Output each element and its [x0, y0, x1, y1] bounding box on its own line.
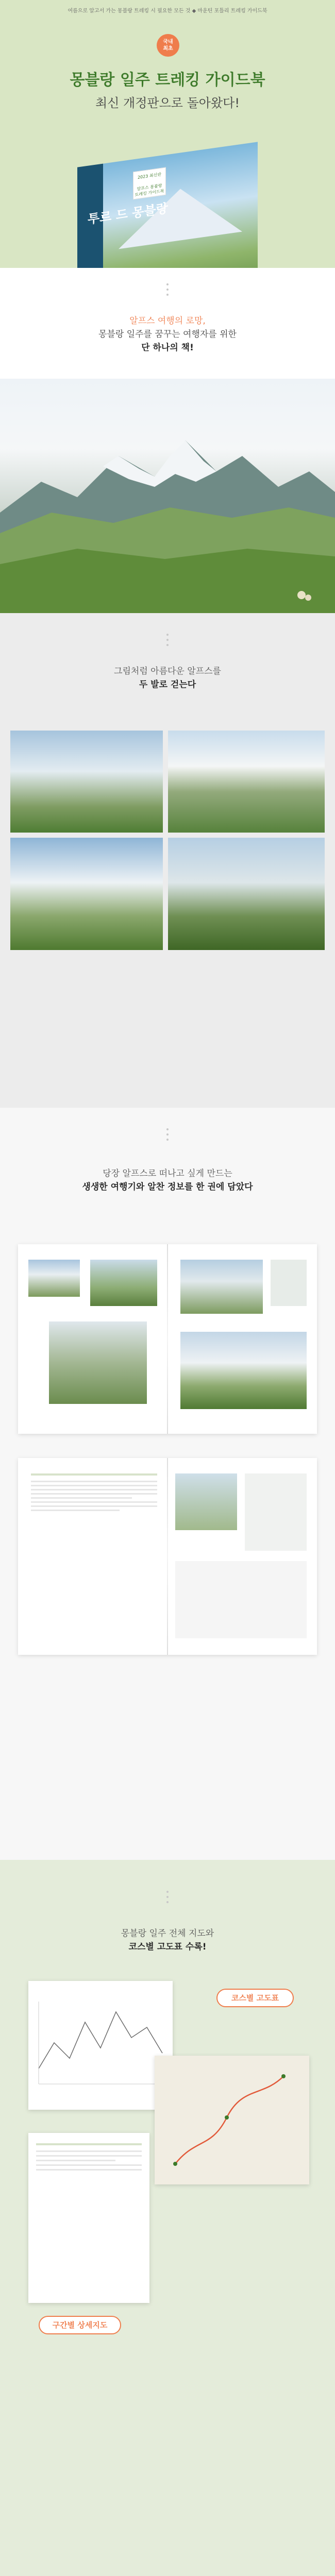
hero-section [0, 0, 335, 268]
walking-section [0, 613, 335, 1108]
spreads-section [0, 1108, 335, 1860]
spread-photo-trail-sign [49, 1321, 147, 1404]
route-map-graphic [155, 2056, 309, 2184]
spread-photo-cross [175, 1473, 237, 1530]
divider-dots [165, 1891, 170, 1906]
spread-photo-medium [90, 1260, 157, 1306]
spread-photo-snow-field [180, 1332, 307, 1409]
photo-valley-view [10, 731, 163, 833]
book-cover-title: 투르 드 몽블랑 [88, 201, 168, 227]
route-map-page [155, 2056, 309, 2184]
alps-panorama-photo [0, 379, 335, 613]
map-section [0, 1860, 335, 2576]
spreads-text [0, 1167, 335, 1194]
walking-text [0, 665, 335, 691]
section-detail-page [28, 2133, 149, 2303]
photo-forest-path [168, 838, 325, 950]
altitude-profile-pill: 코스별 고도표 [216, 1989, 294, 2007]
book-cover-tag: 2023 최신판 알프스 몽블랑 트레킹 가이드북 [133, 167, 166, 200]
map-line-1: 몽블랑 일주 전체 지도와 [121, 1928, 214, 1939]
spread-text-block-right [175, 1561, 307, 1638]
walking-line-1: 그림처럼 아름다운 알프스를 [114, 666, 221, 676]
divider-dots [165, 283, 170, 299]
spread-info-box [245, 1473, 307, 1551]
spreads-line-2: 생생한 여행기와 알찬 정보를 한 권에 담았다 [82, 1182, 253, 1192]
spread-photo-group [180, 1260, 263, 1314]
intro-section [0, 268, 335, 613]
book-spread-photos [18, 1244, 317, 1434]
intro-text [0, 314, 335, 354]
hero-topline: 여름으로 알고서 가는 몽블랑 트레킹 시 필요한 모든 것 ◆ 마운틴 포틀리 트레킹 가이드북 [68, 8, 267, 14]
spread-text-block-left [31, 1473, 157, 1514]
intro-line-3: 단 하나의 책! [141, 343, 194, 353]
hero-sub-title: 최신 개정판으로 돌아왔다! [95, 96, 240, 110]
mountain-illustration [0, 379, 335, 613]
book-spread-text [18, 1458, 317, 1655]
spread-gutter [167, 1244, 168, 1434]
map-text [0, 1927, 335, 1954]
intro-line-2: 몽블랑 일주를 꿈꾸는 여행자를 위한 [98, 329, 237, 340]
spread-photo-detail [271, 1260, 307, 1306]
first-in-korea-badge: 국내 최초 [157, 34, 179, 57]
altitude-chart-graphic [28, 1981, 173, 2110]
divider-dots [165, 634, 170, 649]
section-map-pill: 구간별 상세지도 [39, 2316, 121, 2334]
walking-line-2: 두 발로 걷는다 [139, 680, 196, 690]
intro-line-1: 알프스 여행의 로망, [129, 316, 206, 326]
photo-meadow-view [168, 731, 325, 833]
map-line-2: 코스별 고도표 수록! [128, 1942, 207, 1952]
spread-gutter [167, 1458, 168, 1655]
altitude-profile-page [28, 1981, 173, 2110]
photo-hikers-trail [10, 838, 163, 950]
hero-main-title: 몽블랑 일주 트레킹 가이드북 [70, 71, 265, 89]
spread-photo-small [28, 1260, 80, 1297]
divider-dots [165, 1128, 170, 1144]
spreads-line-1: 당장 알프스로 떠나고 싶게 만드는 [103, 1168, 232, 1179]
